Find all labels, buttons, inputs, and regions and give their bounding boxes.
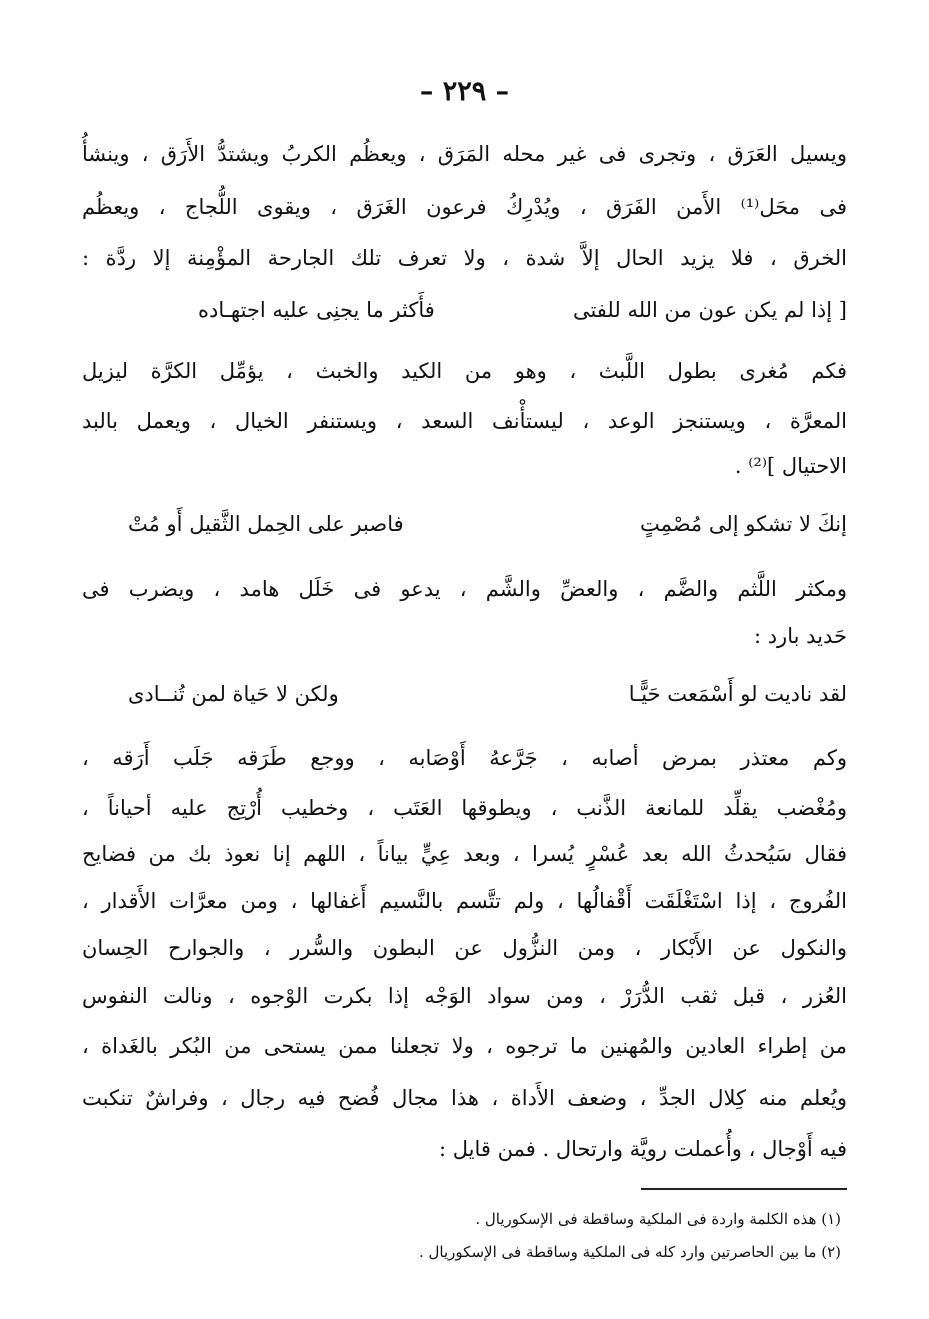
page-number: – ٢٢٩ – <box>419 76 510 107</box>
verse-second-hemistich: فأَكثر ما يجنِى عليه اجتهـاده <box>198 298 435 322</box>
footnote-divider <box>641 1188 847 1190</box>
footnote: (٢) ما بين الحاصرتين وارد كله فى الملكية وساقطة فى الإسكوريال . <box>418 1243 841 1261</box>
verse-second-hemistich: ولكن لا حَياة لمن تُنــادى <box>128 682 339 706</box>
body-line: والنكول عن الأَبْكار ، ومن النزُّول عن البطون والسُّرر ، والجوارح الحِسان <box>82 936 847 960</box>
verse-first-hemistich: إنكَ لا تشكو إلى مُصْمِتٍ <box>639 512 847 536</box>
body-line: ومكثر اللَّثم والضَّم ، والعضِّ والشَّم ، يدعو فى خَلَل هامد ، ويضرب فى <box>82 577 847 601</box>
body-line: فكم مُغرى بطول اللَّبث ، وهو من الكيد والخبث ، يؤمِّل الكرَّة ليزيل <box>82 359 847 383</box>
body-line: وكم معتذر بمرض أصابه ، جَرَّعهُ أَوْصَابه ، ووجع طَرَقه جَلَب أَرَقه ، <box>82 746 847 770</box>
body-line: ومُغْضب يقلِّد للمانعة الذَّنب ، ويطوقها العَتَب ، وخطيب أُرْتِج عليه أحياناً ، <box>82 796 847 820</box>
body-line: الاحتيال ]⁽²⁾ . <box>734 454 847 478</box>
body-line: الخرق ، فلا يزيد الحال إلاَّ شدة ، ولا تعرف تلك الجارحة المؤْمِنة إلا ردَّة : <box>82 246 847 270</box>
body-line: المعرَّة ، ويستنجز الوعد ، ليستأْنف السعد ، ويستنفر الخيال ، ويعمل بالبد <box>82 409 847 433</box>
body-line: ويسيل العَرَق ، وتجرى فى غير محله المَرَق ، ويعظُم الكربُ ويشتدُّ الأَرَق ، وينشأُ <box>82 142 847 166</box>
body-line: من إطراء العادين والمُهنين ما ترجوه ، ولا تجعلنا ممن يستحى من البُكر بالغَداة ، <box>82 1034 847 1058</box>
footnote: (١) هذه الكلمة واردة فى الملكية وساقطة فى الإسكوريال . <box>475 1210 841 1228</box>
body-line: العُزر ، قبل ثقب الدُّرَرْ ، ومن سواد الوَجْه إذا بكرت الوْجوه ، ونالت النفوس <box>82 984 847 1008</box>
verse-first-hemistich: [ إذا لم يكن عون من الله للفتى <box>572 298 847 322</box>
body-line: حَديد بارد : <box>753 624 847 648</box>
body-line: الفُروج ، إذا اسْتَغْلَقَت أَقْفالُها ، ولم تتَّسم بالنَّسيم أَغفالها ، ومن معرَّات الأَقدار ، <box>82 889 847 913</box>
body-line: فى محَل⁽¹⁾ الأَمن الفَرَق ، ويُدْرِكُ فرعون الغَرَق ، ويقوى اللُّجاج ، ويعظُم <box>82 195 847 219</box>
body-line: ويُعلم منه كِلال الجدِّ ، وضعف الأَداة ، هذا مجال فُضح فيه رجال ، وفراشٌ تنكبت <box>82 1086 847 1110</box>
body-line: فقال سَيُحدثُ الله بعد عُسْرٍ يُسرا ، وبعد عِيٍّ بياناً ، اللهم إنا نعوذ بك من فضايح <box>82 842 847 866</box>
verse-first-hemistich: لقد ناديت لو أَسْمَعت حَيًّـا <box>628 682 847 706</box>
verse-second-hemistich: فاصبر على الحِمل الثَّقيل أَو مُتْ <box>128 512 404 536</box>
body-line: فيه أَوْجال ، وأُعملت رويَّة وارتحال . فمن قايل : <box>439 1137 847 1161</box>
